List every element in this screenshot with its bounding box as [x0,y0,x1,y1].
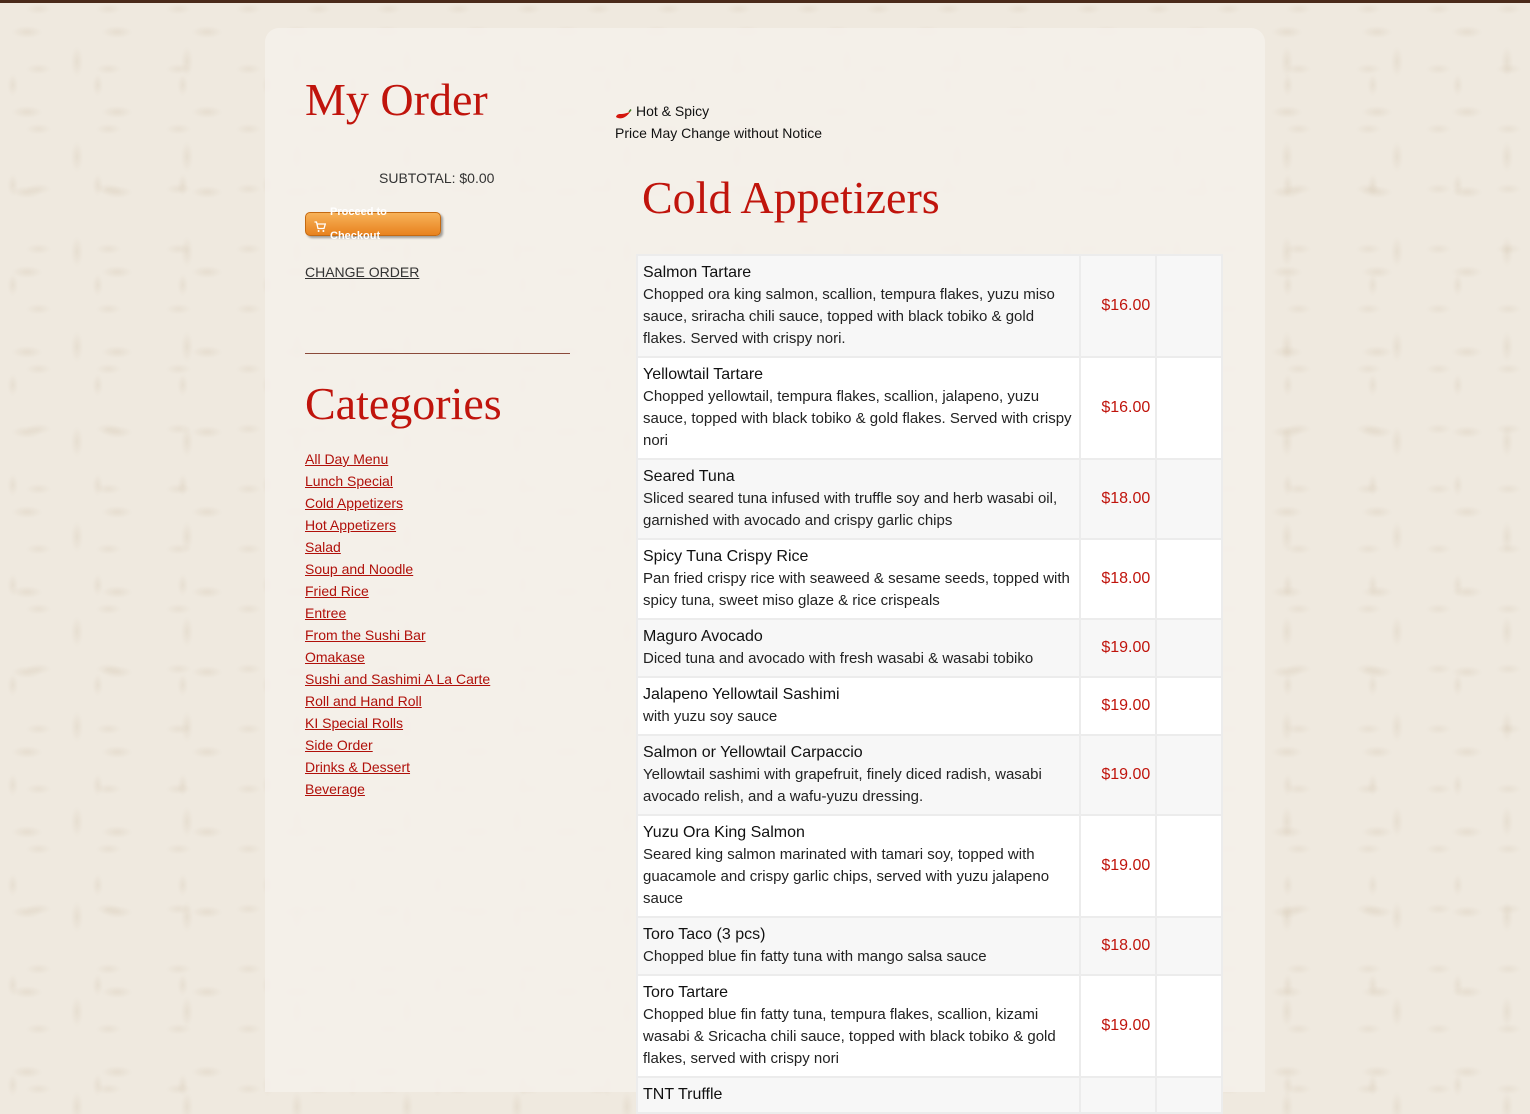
category-link-all-day-menu[interactable]: All Day Menu [305,451,389,467]
top-border [0,0,1530,3]
item-description: Diced tuna and avocado with fresh wasabi & wasabi tobiko [643,650,1034,667]
item-description: Chopped yellowtail, tempura flakes, scallion, jalapeno, yuzu sauce, topped with black tobiko & gold flakes. Served with crispy nori [643,388,1072,449]
category-item [305,580,490,602]
item-info [637,539,1080,619]
price-notice: Price May Change without Notice [615,125,822,141]
item-info [637,815,1080,917]
item-info [637,1077,1080,1113]
item-add-cell[interactable] [1156,539,1222,619]
category-link-side-order[interactable]: Side Order [305,737,373,753]
category-link-drinks-dessert[interactable]: Drinks & Dessert [305,759,411,775]
item-price: $19.00 [1080,975,1156,1077]
spicy-legend [615,100,822,122]
menu-table [636,254,1223,1114]
divider [305,353,570,354]
menu-row [637,1077,1222,1113]
item-info [637,357,1080,459]
category-link-ki-special-rolls[interactable]: KI Special Rolls [305,715,404,731]
category-link-lunch-special[interactable]: Lunch Special [305,473,393,489]
item-price: $19.00 [1080,619,1156,677]
item-add-cell[interactable] [1156,735,1222,815]
item-info [637,459,1080,539]
category-item [305,558,490,580]
item-add-cell[interactable] [1156,255,1222,357]
item-name[interactable]: Jalapeno Yellowtail Sashimi [643,686,840,703]
item-name[interactable]: Maguro Avocado [643,628,763,645]
category-item [305,756,490,778]
category-item [305,448,490,470]
my-order-title: My Order [305,74,488,125]
item-add-cell[interactable] [1156,975,1222,1077]
item-description: Yellowtail sashimi with grapefruit, finely diced radish, wasabi avocado relish, and a wafu-yuzu dressing. [643,766,1042,805]
item-price: $19.00 [1080,677,1156,735]
item-description: Chopped blue fin fatty tuna, tempura flakes, scallion, kizami wasabi & Sricacha chili sauce, topped with black tobiko & gold flakes, served with crispy nori [643,1006,1056,1067]
category-link-soup-and-noodle[interactable]: Soup and Noodle [305,561,414,577]
item-add-cell[interactable] [1156,815,1222,917]
item-name[interactable]: Toro Taco (3 pcs) [643,926,766,943]
category-link-beverage[interactable]: Beverage [305,781,365,797]
category-link-from-the-sushi-bar[interactable]: From the Sushi Bar [305,627,426,643]
menu-row [637,917,1222,975]
checkout-label: Proceed to Checkout [330,206,387,242]
menu-row [637,255,1222,357]
menu-row [637,459,1222,539]
category-item [305,602,490,624]
category-item [305,690,490,712]
menu-row [637,357,1222,459]
item-description: Seared king salmon marinated with tamari soy, topped with guacamole and crispy garlic chips, served with yuzu jalapeno sauce [643,846,1050,907]
category-item [305,734,490,756]
proceed-to-checkout-button[interactable] [305,206,441,242]
item-info [637,975,1080,1077]
category-item [305,624,490,646]
item-name[interactable]: Yuzu Ora King Salmon [643,824,805,841]
spicy-label: Hot & Spicy [636,103,710,119]
menu-row [637,619,1222,677]
category-link-sushi-sashimi-a-la-carte[interactable]: Sushi and Sashimi A La Carte [305,671,491,687]
item-price: $19.00 [1080,815,1156,917]
category-item [305,778,490,800]
item-name[interactable]: Seared Tuna [643,468,735,485]
item-name[interactable]: Toro Tartare [643,984,729,1001]
category-item [305,514,490,536]
category-link-omakase[interactable]: Omakase [305,649,365,665]
category-link-cold-appetizers[interactable]: Cold Appetizers [305,495,404,511]
item-price: $19.00 [1080,735,1156,815]
category-item [305,470,490,492]
item-info [637,677,1080,735]
item-price: $18.00 [1080,917,1156,975]
item-info [637,917,1080,975]
item-name[interactable]: Salmon Tartare [643,264,752,281]
item-price: $16.00 [1080,255,1156,357]
category-list [305,448,490,800]
category-link-salad[interactable]: Salad [305,539,341,555]
menu-row [637,735,1222,815]
item-info [637,619,1080,677]
cart-icon [314,218,326,230]
menu-legend [615,100,822,144]
item-name[interactable]: Spicy Tuna Crispy Rice [643,548,809,565]
item-add-cell[interactable] [1156,357,1222,459]
item-description: with yuzu soy sauce [643,708,778,725]
item-name[interactable]: Yellowtail Tartare [643,366,764,383]
section-title: Cold Appetizers [642,172,940,223]
category-item [305,646,490,668]
item-add-cell[interactable] [1156,619,1222,677]
category-item [305,712,490,734]
category-link-entree[interactable]: Entree [305,605,347,621]
menu-row [637,815,1222,917]
item-description: Chopped blue fin fatty tuna with mango salsa sauce [643,948,987,965]
subtotal: SUBTOTAL: $0.00 [379,170,495,186]
menu-row [637,677,1222,735]
category-link-roll-and-hand-roll[interactable]: Roll and Hand Roll [305,693,422,709]
category-item [305,492,490,514]
content-panel [265,28,1265,1103]
item-price: $18.00 [1080,539,1156,619]
menu-row [637,975,1222,1077]
item-info [637,735,1080,815]
item-price: $18.00 [1080,459,1156,539]
item-price: $16.00 [1080,357,1156,459]
item-price [1080,1077,1156,1113]
item-name[interactable]: Salmon or Yellowtail Carpaccio [643,744,863,761]
item-add-cell[interactable] [1156,459,1222,539]
item-add-cell[interactable] [1156,917,1222,975]
categories-title: Categories [305,378,502,429]
item-description: Sliced seared tuna infused with truffle soy and herb wasabi oil, garnished with avocado and crispy garlic chips [643,490,1058,529]
item-description: Chopped ora king salmon, scallion, tempura flakes, yuzu miso sauce, sriracha chili sauce, topped with black tobiko & gold flakes. Served with crispy nori. [643,286,1055,347]
change-order-link[interactable]: CHANGE ORDER [305,264,420,280]
item-info [637,255,1080,357]
category-link-fried-rice[interactable]: Fried Rice [305,583,369,599]
category-item [305,536,490,558]
menu-row [637,539,1222,619]
item-add-cell[interactable] [1156,1077,1222,1113]
item-name[interactable]: TNT Truffle [643,1086,723,1103]
category-item [305,668,490,690]
item-description: Pan fried crispy rice with seaweed & sesame seeds, topped with spicy tuna, sweet miso glaze & rice crispeals [643,570,1070,609]
chili-pepper-icon [615,105,632,117]
category-link-hot-appetizers[interactable]: Hot Appetizers [305,517,397,533]
item-add-cell[interactable] [1156,677,1222,735]
